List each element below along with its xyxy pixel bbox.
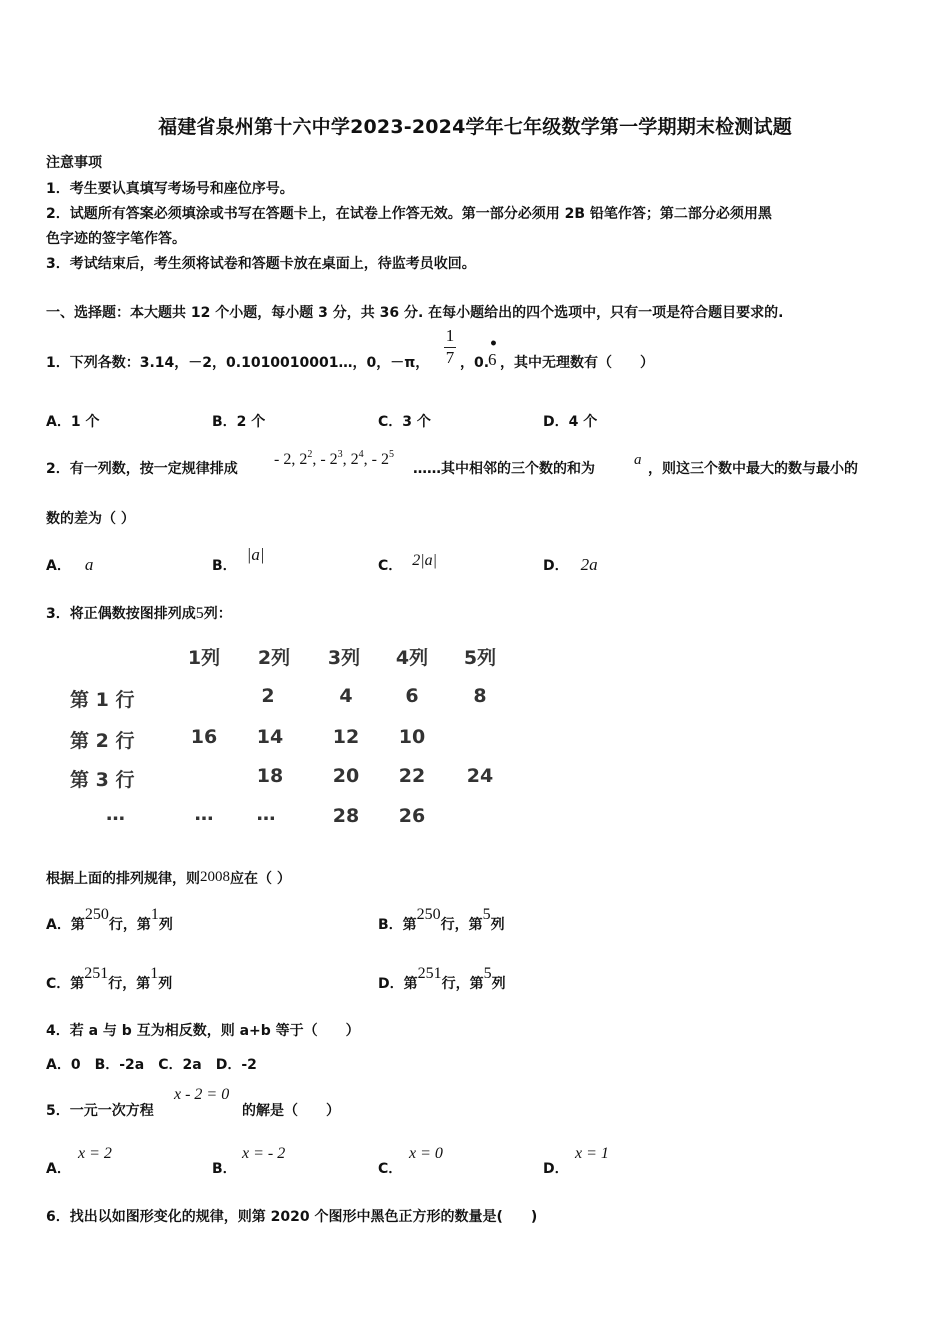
table-cell: 24 [466, 765, 494, 787]
q3-option-b [378, 906, 505, 934]
table-header-col-2: 2列 [257, 647, 291, 669]
question-6: 6．找出以如图形变化的规律，则第 2020 个图形中黑色正方形的数量是( ) [46, 1209, 538, 1225]
q5-option-b-expr: x = - 2 [242, 1145, 286, 1162]
q3-option-a-row: 250 [84, 906, 109, 923]
table-header-col-1: 1列 [187, 647, 221, 669]
q3-option-b-col: 5 [482, 906, 491, 923]
q3-option-b-label: B．第 [378, 917, 417, 933]
q3-question-suffix: 应在（ ） [230, 871, 291, 887]
table-header-col-3: 3列 [327, 647, 361, 669]
table-cell: 26 [398, 805, 426, 827]
q3-number: 2008 [200, 869, 230, 885]
q3-option-d-col: 5 [483, 965, 492, 982]
table-cell: 20 [332, 765, 360, 787]
q2-seq-t2: , - 2 [312, 451, 338, 468]
q3-option-d-label: D．第 [378, 976, 418, 992]
q2-option-b-expr: |a| [246, 545, 265, 564]
q2-option-d [543, 555, 598, 575]
q5-option-b: B． [212, 1161, 237, 1177]
q3-option-d-mid: 行，第 [441, 976, 484, 992]
q2-seq-e3: 4 [358, 449, 364, 460]
q1-fraction [440, 326, 460, 368]
q5-option-c-expr: x = 0 [409, 1145, 443, 1162]
q3-option-a [46, 906, 173, 934]
table-cell: 28 [332, 805, 360, 827]
table-header-col-4: 4列 [395, 647, 429, 669]
q3-option-c-row: 251 [84, 965, 109, 982]
q3-option-b-mid: 行，第 [440, 917, 483, 933]
q3-question [46, 868, 291, 888]
notice-item-2-cont: 色字迹的签字笔作答。 [46, 231, 186, 247]
q2-option-a-label: A． [46, 558, 71, 574]
q1-option-b: B．2 个 [212, 414, 266, 430]
q2-option-b [212, 545, 265, 575]
q1-suffix: ，其中无理数有（ ） [500, 355, 654, 371]
q1-frac-num: 1 [445, 326, 455, 345]
q2-option-c [378, 552, 438, 575]
q2-seq-e1: 2 [307, 449, 313, 460]
table-cell: 14 [256, 726, 284, 748]
q5-option-a: A． [46, 1161, 71, 1177]
q2-option-a [46, 555, 93, 575]
q3-option-d [378, 965, 506, 993]
q3-option-b-end: 列 [490, 917, 505, 933]
q3-prefix [46, 603, 232, 623]
q5-prefix: 5．一元一次方程 [46, 1103, 154, 1119]
notice-item-3: 3．考试结束后，考生须将试卷和答题卡放在桌面上，待监考员收回。 [46, 256, 476, 272]
q1-option-c: C．3 个 [378, 414, 431, 430]
q2-seq-e2: 3 [337, 449, 343, 460]
notice-item-1: 1．考生要认真填写考场号和座位序号。 [46, 181, 294, 197]
question-4: 4．若 a 与 b 互为相反数，则 a+b 等于（ ） [46, 1023, 360, 1039]
table-header-col-5: 5列 [463, 647, 497, 669]
q1-option-d: D．4 个 [543, 414, 598, 430]
q3-cols: 5 [195, 605, 204, 622]
q2-option-c-expr: 2|a| [412, 552, 438, 569]
q2-var: a [634, 452, 642, 468]
page-title: 福建省泉州第十六中学2023-2024学年七年级数学第一学期期末检测试题 [158, 116, 792, 138]
q2-seq-t4: , - 2 [363, 451, 389, 468]
table-row-label-2: 第 2 行 [70, 730, 135, 752]
table-row-label-3: 第 3 行 [70, 769, 135, 791]
q2-prefix: 2．有一列数，按一定规律排成 [46, 461, 238, 477]
q3-option-c [46, 965, 173, 993]
q2-seq-t1: - 2, 2 [274, 451, 308, 468]
q2-option-c-label: C． [378, 558, 403, 574]
section-heading: 一、选择题：本大题共 12 个小题，每小题 3 分，共 36 分. 在每小题给出的四个选项中，只有一项是符合题目要求的. [46, 305, 784, 321]
q3-prefix-text: 3．将正偶数按图排列成 [46, 606, 196, 622]
q4-options: A．0 B．-2a C．2a D．-2 [46, 1057, 257, 1073]
q3-option-b-row: 250 [416, 906, 441, 923]
table-cell: 16 [190, 726, 218, 748]
q3-option-c-label: C．第 [46, 976, 85, 992]
table-cell: 2 [261, 685, 275, 707]
q1-mid: ，0. [460, 355, 490, 371]
table-cell: … [256, 803, 276, 825]
q1-frac-den: 7 [445, 348, 455, 367]
q2-option-d-expr: 2a [580, 555, 598, 574]
q5-equation: x - 2 = 0 [174, 1086, 230, 1103]
q2-sequence [274, 449, 394, 469]
q2-option-d-label: D． [543, 558, 569, 574]
q3-option-a-col: 1 [150, 906, 159, 923]
q3-option-c-col: 1 [150, 965, 159, 982]
q3-question-prefix: 根据上面的排列规律，则 [46, 871, 200, 887]
q5-suffix: 的解是（ ） [242, 1103, 340, 1119]
q1-repeat-dot: • [489, 336, 498, 352]
q3-option-a-label: A．第 [46, 917, 85, 933]
q2-seq-e4: 5 [388, 449, 394, 460]
q3-option-c-mid: 行，第 [108, 976, 151, 992]
table-row-label-4: … [106, 803, 125, 825]
q2-option-b-label: B． [212, 558, 237, 574]
q3-option-c-end: 列 [158, 976, 173, 992]
notice-heading: 注意事项 [46, 155, 102, 171]
notice-item-2: 2．试题所有答案必须填涂或书写在答题卡上，在试卷上作答无效。第一部分必须用 2B 铅笔作答；第二部分必须用黑 [46, 206, 772, 222]
table-row-label-1: 第 1 行 [70, 689, 135, 711]
q2-suffix: ，则这三个数中最大的数与最小的 [648, 461, 858, 477]
q3-option-d-row: 251 [417, 965, 442, 982]
even-number-table [70, 643, 530, 843]
q2-option-a-expr: a [84, 555, 94, 574]
q2-seq-t3: , 2 [342, 451, 359, 468]
q3-suffix: 列： [203, 606, 232, 622]
q5-option-d: D． [543, 1161, 569, 1177]
q3-option-d-end: 列 [491, 976, 506, 992]
q1-prefix: 1．下列各数：3.14，－2，0.1010010001…，0，－π， [46, 355, 430, 371]
q2-mid: ……其中相邻的三个数的和为 [413, 461, 595, 477]
q5-option-c: C． [378, 1161, 403, 1177]
table-cell: … [194, 803, 214, 825]
q3-option-a-end: 列 [158, 917, 173, 933]
q1-repeat-digit: 6 [488, 350, 497, 369]
q2-line2: 数的差为（ ） [46, 511, 135, 527]
question-1 [46, 352, 429, 372]
table-cell: 6 [405, 685, 419, 707]
table-cell: 8 [473, 685, 487, 707]
table-cell: 22 [398, 765, 426, 787]
table-cell: 12 [332, 726, 360, 748]
table-cell: 18 [256, 765, 284, 787]
table-cell: 10 [398, 726, 426, 748]
q3-option-a-mid: 行，第 [108, 917, 151, 933]
q5-option-d-expr: x = 1 [575, 1145, 609, 1162]
q5-option-a-expr: x = 2 [78, 1145, 112, 1162]
table-cell: 4 [339, 685, 353, 707]
q1-option-a: A．1 个 [46, 414, 100, 430]
